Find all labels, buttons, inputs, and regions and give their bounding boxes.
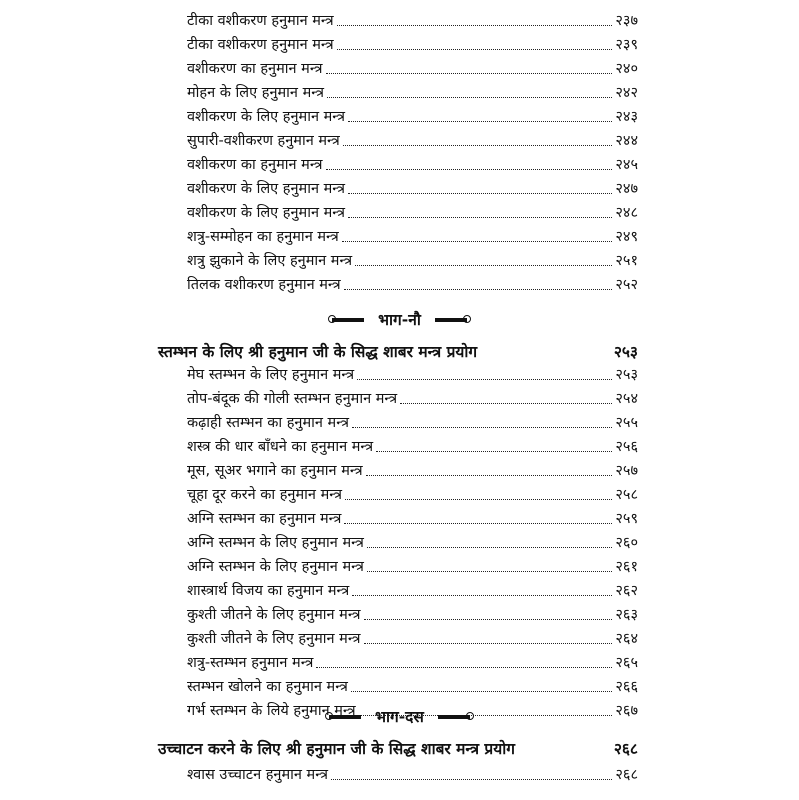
entry-page: २३७ <box>615 13 638 29</box>
toc-entry <box>187 602 638 624</box>
entry-page: २३९ <box>615 37 638 53</box>
section-heading <box>158 338 638 362</box>
entry-page: २५७ <box>615 463 638 479</box>
toc-entry <box>187 80 638 102</box>
entry-title: अग्नि स्तम्भन के लिए हनुमान मन्त्र <box>187 559 364 575</box>
entry-page: २४८ <box>615 205 638 221</box>
dot-leader <box>364 619 613 620</box>
entry-title: मेघ स्तम्भन के लिए हनुमान मन्त्र <box>187 367 355 383</box>
entry-title: वशीकरण का हनुमान मन्त्र <box>187 61 323 77</box>
dot-leader <box>400 403 612 404</box>
entry-title: वशीकरण के लिए हनुमान मन्त्र <box>187 109 346 125</box>
part-label: भाग-नौ <box>378 311 421 329</box>
dot-leader <box>357 379 612 380</box>
entry-title: गर्भ स्तम्भन के लिये हनुमान मन्त्र <box>187 703 356 719</box>
dot-leader <box>352 427 612 428</box>
toc-entry <box>187 104 638 126</box>
dot-leader <box>326 73 613 74</box>
entry-page: २५४ <box>615 391 638 407</box>
toc-entry <box>187 506 638 528</box>
section-title: स्तम्भन के लिए श्री हनुमान जी के सिद्ध शाबर मन्त्र प्रयोग <box>158 343 478 361</box>
section-title: उच्चाटन करने के लिए श्री हनुमान जी के सिद्ध शाबर मन्त्र प्रयोग <box>158 740 515 758</box>
dot-leader <box>337 25 613 26</box>
dot-leader <box>343 145 613 146</box>
entry-title: शत्रु-सम्मोहन का हनुमान मन्त्र <box>187 229 339 245</box>
toc-entry <box>187 8 638 30</box>
entry-page: २४२ <box>615 85 638 101</box>
dot-leader <box>351 691 612 692</box>
dot-leader <box>348 121 612 122</box>
toc-entry <box>187 410 638 432</box>
dot-leader <box>337 49 613 50</box>
toc-entry <box>187 248 638 270</box>
entry-title: मोहन के लिए हनुमान मन्त्र <box>187 85 324 101</box>
entry-page: २५१ <box>615 253 638 269</box>
toc-entry <box>187 200 638 222</box>
entry-title: सुपारी-वशीकरण हनुमान मन्त्र <box>187 133 340 149</box>
entry-title: मूस, सूअर भगाने का हनुमान मन्त्र <box>187 463 363 479</box>
entry-page: २६२ <box>615 583 638 599</box>
entry-page: २४५ <box>615 157 638 173</box>
section-page: २६८ <box>613 740 638 758</box>
toc-entry <box>187 56 638 78</box>
toc-entry <box>187 272 638 294</box>
entry-page: २५३ <box>615 367 638 383</box>
entry-title: चूहा दूर करने का हनुमान मन्त्र <box>187 487 342 503</box>
dot-leader <box>364 643 613 644</box>
dot-leader <box>345 499 612 500</box>
entry-title: अग्नि स्तम्भन के लिए हनुमान मन्त्र <box>187 535 364 551</box>
toc-entry <box>187 434 638 456</box>
toc-entry <box>187 650 638 672</box>
dot-leader <box>342 241 613 242</box>
part-divider <box>0 307 799 331</box>
entry-page: २६४ <box>615 631 638 647</box>
toc-entry <box>187 482 638 504</box>
entry-page: २६० <box>615 535 638 551</box>
entry-title: कुश्ती जीतने के लिए हनुमान मन्त्र <box>187 607 361 623</box>
ornament-left-icon <box>328 314 368 324</box>
dot-leader <box>327 97 612 98</box>
toc-entry <box>187 626 638 648</box>
entry-page: २६८ <box>615 767 638 783</box>
entry-title: तिलक वशीकरण हनुमान मन्त्र <box>187 277 341 293</box>
entry-page: २५२ <box>615 277 638 293</box>
entry-page: २४९ <box>615 229 638 245</box>
toc-entry <box>187 152 638 174</box>
entry-title: कढ़ाही स्तम्भन का हनुमान मन्त्र <box>187 415 349 431</box>
dot-leader <box>367 547 613 548</box>
toc-entry <box>187 128 638 150</box>
entry-title: कुश्ती जीतने के लिए हनुमान मन्त्र <box>187 631 361 647</box>
entry-title: श्वास उच्चाटन हनुमान मन्त्र <box>187 767 328 783</box>
entry-title: टीका वशीकरण हनुमान मन्त्र <box>187 13 334 29</box>
ornament-right-icon <box>431 314 471 324</box>
dot-leader <box>344 523 612 524</box>
entry-title: वशीकरण के लिए हनुमान मन्त्र <box>187 181 346 197</box>
toc-entry <box>187 32 638 54</box>
entry-page: २४७ <box>615 181 638 197</box>
entry-page: २६३ <box>615 607 638 623</box>
dot-leader <box>331 779 612 780</box>
dot-leader <box>352 595 612 596</box>
entry-title: टीका वशीकरण हनुमान मन्त्र <box>187 37 334 53</box>
entry-page: २६५ <box>615 655 638 671</box>
dot-leader <box>348 193 612 194</box>
toc-entry <box>187 362 638 384</box>
section-heading <box>158 735 638 759</box>
entry-title: वशीकरण के लिए हनुमान मन्त्र <box>187 205 346 221</box>
entry-title: शत्रु झुकाने के लिए हनुमान मन्त्र <box>187 253 353 269</box>
toc-entry <box>187 530 638 552</box>
entry-page: २५९ <box>615 511 638 527</box>
entry-title: अग्नि स्तम्भन का हनुमान मन्त्र <box>187 511 342 527</box>
entry-title: स्तम्भन खोलने का हनुमान मन्त्र <box>187 679 348 695</box>
dot-leader <box>348 217 612 218</box>
entry-title: वशीकरण का हनुमान मन्त्र <box>187 157 323 173</box>
part-label: भाग-दस <box>375 708 424 726</box>
entry-page: २६६ <box>615 679 638 695</box>
part-divider <box>0 704 799 728</box>
entry-page: २५५ <box>615 415 638 431</box>
dot-leader <box>355 265 612 266</box>
toc-entry <box>187 224 638 246</box>
entry-title: शत्रु-स्तम्भन हनुमान मन्त्र <box>187 655 314 671</box>
entry-page: २५८ <box>615 487 638 503</box>
dot-leader <box>376 451 612 452</box>
toc-entry <box>187 386 638 408</box>
entry-page: २४४ <box>615 133 638 149</box>
toc-entry <box>187 578 638 600</box>
entry-page: २६१ <box>615 559 638 575</box>
dot-leader <box>326 169 613 170</box>
toc-entry <box>187 176 638 198</box>
section-page: २५३ <box>613 343 638 361</box>
toc-entry <box>187 674 638 696</box>
dot-leader <box>366 475 613 476</box>
entry-title: शास्त्रार्थ विजय का हनुमान मन्त्र <box>187 583 350 599</box>
entry-page: २५६ <box>615 439 638 455</box>
dot-leader <box>367 571 613 572</box>
entry-title: शस्त्र की धार बाँधने का हनुमान मन्त्र <box>187 439 374 455</box>
toc-entry <box>187 554 638 576</box>
entry-title: तोप-बंदूक की गोली स्तम्भन हनुमान मन्त्र <box>187 391 398 407</box>
toc-entry <box>187 458 638 480</box>
dot-leader <box>316 667 612 668</box>
entry-page: २६७ <box>615 703 638 719</box>
ornament-left-icon <box>325 711 365 721</box>
entry-page: २४० <box>615 61 638 77</box>
ornament-right-icon <box>434 711 474 721</box>
dot-leader <box>344 289 613 290</box>
entry-page: २४३ <box>615 109 638 125</box>
toc-entry <box>187 762 638 784</box>
